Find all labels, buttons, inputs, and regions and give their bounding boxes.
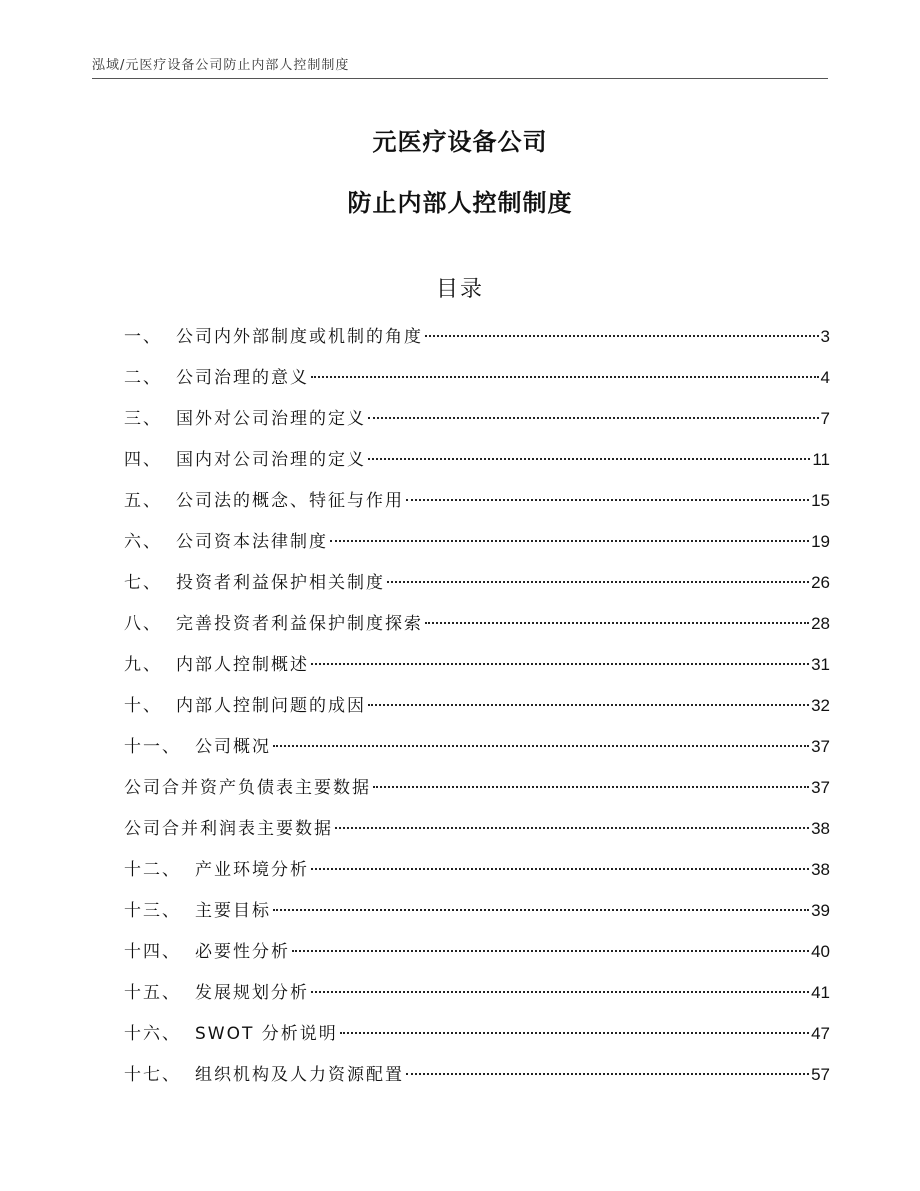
toc-entry-title: 组织机构及人力资源配置 bbox=[195, 1065, 404, 1085]
toc-entry-page-number: 40 bbox=[811, 942, 830, 961]
toc-entry-page-number: 3 bbox=[820, 327, 830, 346]
toc-entry-number: 十七、 bbox=[124, 1065, 181, 1085]
toc-dot-leader bbox=[311, 991, 809, 993]
toc-entry-number: 九、 bbox=[124, 655, 162, 675]
toc-entry-title: 主要目标 bbox=[195, 901, 271, 921]
toc-entry-label bbox=[124, 566, 385, 600]
toc-entry-number: 二、 bbox=[124, 368, 162, 388]
toc-entry-page-number: 31 bbox=[811, 655, 830, 674]
toc-dot-leader bbox=[373, 786, 809, 788]
toc-dot-leader bbox=[273, 745, 809, 747]
document-title-subject: 防止内部人控制制度 bbox=[347, 189, 573, 217]
toc-entry-label bbox=[124, 771, 371, 805]
toc-dot-leader bbox=[273, 909, 809, 911]
toc-entry-label bbox=[124, 443, 366, 477]
toc-entry[interactable] bbox=[124, 361, 830, 402]
toc-entry-number: 四、 bbox=[124, 450, 162, 470]
toc-entry[interactable] bbox=[124, 648, 830, 689]
toc-entry-label bbox=[124, 976, 309, 1010]
toc-entry-label bbox=[124, 689, 366, 723]
toc-dot-leader bbox=[311, 376, 819, 378]
toc-entry-number: 五、 bbox=[124, 491, 162, 511]
toc-entry-label bbox=[124, 484, 404, 518]
toc-entry[interactable] bbox=[124, 443, 830, 484]
toc-entry-label bbox=[124, 361, 309, 395]
toc-entry-label bbox=[124, 648, 309, 682]
toc-dot-leader bbox=[406, 1073, 809, 1075]
toc-entry[interactable] bbox=[124, 320, 830, 361]
toc-entry-label bbox=[124, 320, 423, 354]
toc-entry[interactable] bbox=[124, 402, 830, 443]
toc-entry[interactable] bbox=[124, 484, 830, 525]
toc-entry-title: 公司概况 bbox=[195, 737, 271, 757]
toc-entry-page-number: 39 bbox=[811, 901, 830, 920]
toc-entry-page-number: 37 bbox=[811, 737, 830, 756]
toc-entry[interactable] bbox=[124, 607, 830, 648]
toc-entry-page-number: 38 bbox=[811, 860, 830, 879]
toc-entry[interactable] bbox=[124, 689, 830, 730]
toc-dot-leader bbox=[368, 458, 810, 460]
toc-dot-leader bbox=[368, 704, 809, 706]
toc-entry-title: 完善投资者利益保护制度探索 bbox=[176, 614, 423, 634]
toc-entry-label bbox=[124, 607, 423, 641]
toc-entry[interactable] bbox=[124, 566, 830, 607]
toc-entry-number: 八、 bbox=[124, 614, 162, 634]
toc-entry-page-number: 32 bbox=[811, 696, 830, 715]
toc-dot-leader bbox=[335, 827, 809, 829]
toc-dot-leader bbox=[340, 1032, 809, 1034]
toc-entry-title: 公司资本法律制度 bbox=[176, 532, 328, 552]
toc-entry-title: 发展规划分析 bbox=[195, 983, 309, 1003]
toc-dot-leader bbox=[311, 868, 809, 870]
toc-heading: 目录 bbox=[435, 277, 484, 302]
toc-entry-label bbox=[124, 1017, 338, 1051]
toc-entry[interactable] bbox=[124, 853, 830, 894]
table-of-contents bbox=[124, 320, 830, 1099]
toc-entry-title: 产业环境分析 bbox=[195, 860, 309, 880]
toc-entry-number: 十二、 bbox=[124, 860, 181, 880]
toc-entry-title: 公司合并资产负债表主要数据 bbox=[124, 778, 371, 798]
toc-entry-page-number: 41 bbox=[811, 983, 830, 1002]
toc-entry[interactable] bbox=[124, 1058, 830, 1099]
toc-entry-page-number: 38 bbox=[811, 819, 830, 838]
toc-entry[interactable] bbox=[124, 730, 830, 771]
toc-entry[interactable] bbox=[124, 771, 830, 812]
toc-entry-label bbox=[124, 1058, 404, 1092]
toc-entry-number: 十三、 bbox=[124, 901, 181, 921]
toc-entry-title: 公司内外部制度或机制的角度 bbox=[176, 327, 423, 347]
toc-entry-number: 十四、 bbox=[124, 942, 181, 962]
toc-entry-number: 十、 bbox=[124, 696, 162, 716]
toc-entry-label bbox=[124, 402, 366, 436]
toc-entry-label bbox=[124, 935, 290, 969]
header-rule bbox=[92, 78, 828, 79]
toc-entry-title: 必要性分析 bbox=[195, 942, 290, 962]
toc-entry-page-number: 7 bbox=[820, 409, 830, 428]
toc-entry-page-number: 11 bbox=[812, 450, 830, 469]
toc-entry-title: 国外对公司治理的定义 bbox=[176, 409, 366, 429]
toc-entry-label bbox=[124, 812, 333, 846]
toc-entry-number: 六、 bbox=[124, 532, 162, 552]
toc-dot-leader bbox=[292, 950, 809, 952]
toc-entry-number: 十五、 bbox=[124, 983, 181, 1003]
toc-entry[interactable] bbox=[124, 976, 830, 1017]
toc-entry[interactable] bbox=[124, 1017, 830, 1058]
toc-entry-title: 内部人控制问题的成因 bbox=[176, 696, 366, 716]
toc-entry-number: 十一、 bbox=[124, 737, 181, 757]
toc-entry-label bbox=[124, 853, 309, 887]
toc-entry-page-number: 28 bbox=[811, 614, 830, 633]
toc-entry[interactable] bbox=[124, 525, 830, 566]
toc-entry-number: 三、 bbox=[124, 409, 162, 429]
toc-entry-title: SWOT 分析说明 bbox=[195, 1024, 338, 1044]
toc-entry-number: 七、 bbox=[124, 573, 162, 593]
toc-entry-title: 内部人控制概述 bbox=[176, 655, 309, 675]
toc-dot-leader bbox=[311, 663, 809, 665]
toc-entry-number: 一、 bbox=[124, 327, 162, 347]
toc-entry-page-number: 57 bbox=[811, 1065, 830, 1084]
toc-entry-page-number: 15 bbox=[811, 491, 830, 510]
toc-entry-page-number: 47 bbox=[811, 1024, 830, 1043]
toc-entry[interactable] bbox=[124, 812, 830, 853]
toc-entry-label bbox=[124, 525, 328, 559]
toc-entry-title: 公司合并利润表主要数据 bbox=[124, 819, 333, 839]
toc-entry-page-number: 26 bbox=[811, 573, 830, 592]
toc-entry-page-number: 4 bbox=[820, 368, 830, 387]
toc-entry-label bbox=[124, 894, 271, 928]
toc-entry-title: 公司治理的意义 bbox=[176, 368, 309, 388]
running-header: 泓域/元医疗设备公司防止内部人控制制度 bbox=[92, 58, 350, 73]
toc-entry[interactable] bbox=[124, 894, 830, 935]
toc-entry[interactable] bbox=[124, 935, 830, 976]
toc-dot-leader bbox=[368, 417, 819, 419]
toc-entry-page-number: 19 bbox=[811, 532, 830, 551]
toc-entry-label bbox=[124, 730, 271, 764]
toc-entry-number: 十六、 bbox=[124, 1024, 181, 1044]
toc-entry-title: 公司法的概念、特征与作用 bbox=[176, 491, 404, 511]
toc-entry-title: 投资者利益保护相关制度 bbox=[176, 573, 385, 593]
toc-dot-leader bbox=[425, 335, 819, 337]
toc-dot-leader bbox=[387, 581, 809, 583]
toc-entry-page-number: 37 bbox=[811, 778, 830, 797]
document-title-company: 元医疗设备公司 bbox=[372, 128, 548, 156]
toc-dot-leader bbox=[425, 622, 809, 624]
toc-dot-leader bbox=[406, 499, 809, 501]
toc-entry-title: 国内对公司治理的定义 bbox=[176, 450, 366, 470]
toc-dot-leader bbox=[330, 540, 809, 542]
